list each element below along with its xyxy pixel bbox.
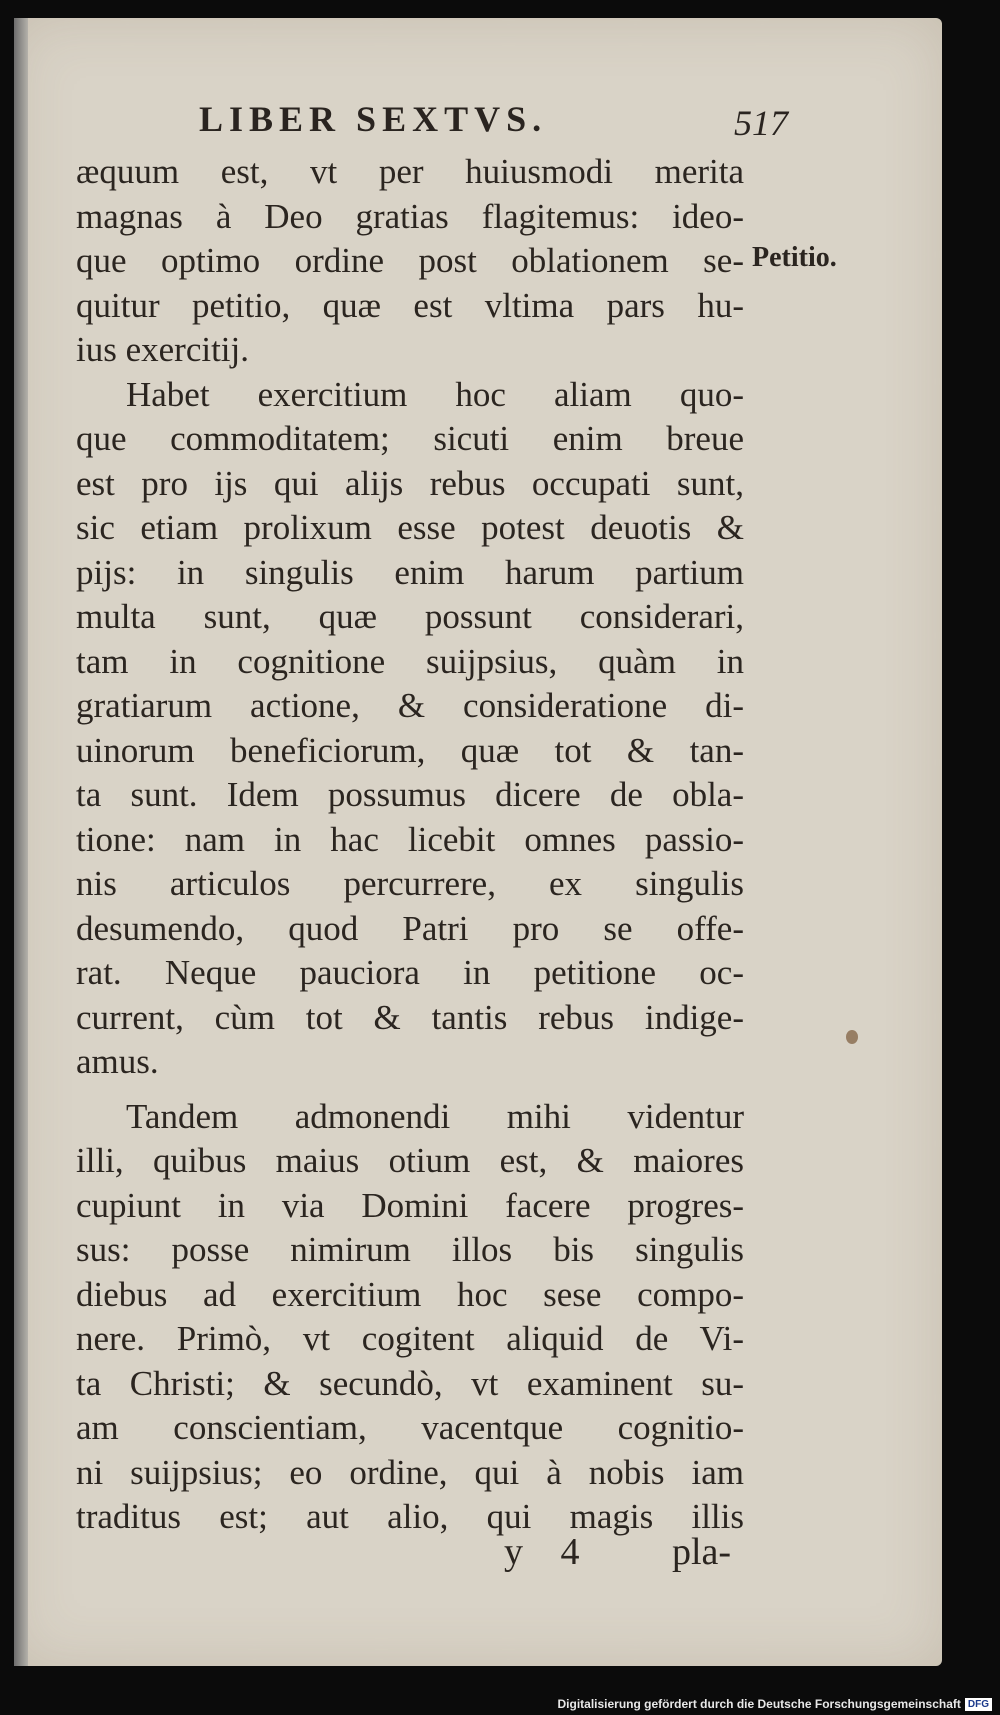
- text-line: sic etiam prolixum esse potest deuotis &: [76, 508, 744, 547]
- text-line: diebus ad exercitium hoc sese compo-: [76, 1274, 744, 1314]
- text-line: uinorum beneficiorum, quæ tot & tan-: [76, 730, 744, 770]
- text-line: ta sunt. Idem possumus dicere de obla-: [76, 775, 744, 814]
- text-line: multa sunt, quæ possunt considerari,: [76, 597, 744, 636]
- text-line: ius exercitij.: [76, 330, 250, 369]
- text-line: magnas à Deo gratias flagitemus: ideo-: [76, 196, 744, 236]
- text-line: Habet exercitium hoc aliam quo-: [126, 374, 744, 414]
- text-line: ta Christi; & secundò, vt examinent su-: [76, 1363, 744, 1403]
- text-line: nis articulos percurrere, ex singulis: [76, 864, 744, 903]
- text-line: pijs: in singulis enim harum partium: [76, 552, 744, 592]
- book-page: [14, 18, 942, 1666]
- digitization-credit: [557, 1697, 992, 1711]
- page-spine-shadow: [14, 18, 28, 1666]
- text-line: ni suijpsius; eo ordine, qui à nobis iam: [76, 1452, 744, 1492]
- text-line: current, cùm tot & tantis rebus indige-: [76, 997, 744, 1037]
- page-footer: [14, 1530, 942, 1580]
- text-line: est pro ijs qui alijs rebus occupati sunt,: [76, 463, 744, 503]
- text-line: que optimo ordine post oblationem se-: [76, 241, 744, 280]
- text-line: quitur petitio, quæ est vltima pars hu-: [76, 285, 744, 325]
- text-line: sus: posse nimirum illos bis singulis: [76, 1230, 744, 1269]
- text-line: rat. Neque pauciora in petitione oc-: [76, 953, 744, 992]
- text-line: que commoditatem; sicuti enim breue: [76, 419, 744, 458]
- signature-mark: y 4: [504, 1531, 594, 1573]
- text-line: desumendo, quod Patri pro se offe-: [76, 908, 744, 948]
- text-line: gratiarum actione, & consideratione di-: [76, 686, 744, 725]
- text-line: æquum est, vt per huiusmodi merita: [76, 152, 744, 191]
- text-line: tam in cognitione suijpsius, quàm in: [76, 641, 744, 681]
- marginal-note: Petitio.: [752, 242, 837, 273]
- text-line: illi, quibus maius otium est, & maiores: [76, 1141, 744, 1180]
- dfg-logo: DFG: [965, 1698, 992, 1711]
- page-number: 517: [734, 103, 788, 143]
- text-line: nere. Primò, vt cogitent aliquid de Vi-: [76, 1319, 744, 1358]
- credit-text: Digitalisierung gefördert durch die Deutsche Forschungsgemeinschaft: [557, 1697, 961, 1711]
- text-line: amus.: [76, 1042, 159, 1081]
- text-line: cupiunt in via Domini facere progres-: [76, 1185, 744, 1225]
- text-line: tione: nam in hac licebit omnes passio-: [76, 819, 744, 859]
- text-line: am conscientiam, vacentque cognitio-: [76, 1408, 744, 1447]
- text-line: traditus est; aut alio, qui magis illis: [76, 1497, 744, 1536]
- running-head: LIBER SEXTVS.: [199, 99, 548, 139]
- ink-stain: [846, 1030, 858, 1044]
- body-text: [76, 150, 744, 1540]
- text-line: Tandem admonendi mihi videntur: [126, 1096, 744, 1136]
- catchword: pla-: [672, 1531, 732, 1573]
- page-header: [14, 88, 942, 148]
